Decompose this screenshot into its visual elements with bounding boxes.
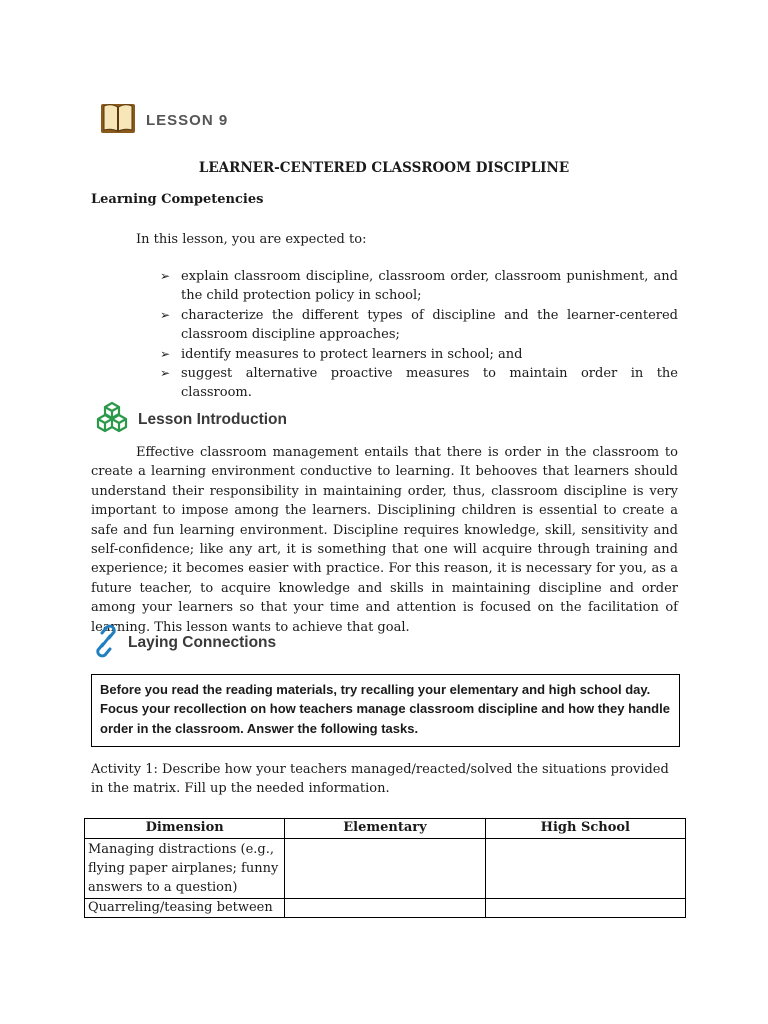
lesson-introduction-heading: Lesson Introduction [138, 411, 287, 428]
list-item: ➢ explain classroom discipline, classroom order, classroom punishment, and the child protection policy in school; [160, 269, 678, 304]
lesson-introduction-header [94, 400, 287, 440]
laying-connections-header [92, 624, 276, 662]
laying-connections-heading: Laying Connections [128, 634, 277, 651]
column-header: Elementary [285, 819, 485, 839]
instruction-box: Before you read the reading materials, try recalling your elementary and high school day. Focus your recollection on how teachers manage classroom discipline and how they handle order in the classroom. Answer the following tasks. [91, 674, 680, 747]
lesson-number: LESSON 9 [146, 111, 229, 129]
lesson-header [100, 102, 228, 138]
competencies-heading: Learning Competencies [91, 192, 264, 207]
column-header: Dimension [85, 819, 285, 839]
list-item: ➢ characterize the different types of discipline and the learner-centered classroom discipline approaches; [160, 307, 678, 343]
introduction-paragraph: Effective classroom management entails that there is order in the classroom to create a learning environment conductive to learning. It behooves that learners should understand their responsibility in maintaining order, thus, classroom discipline is very important to impose among the learners. Disciplining children is essential to create a safe and fun learning environment. Discipline requires knowledge, skill, sensitivity and self-confidence; like any art, it is something that one will acquire through training and experience; it becomes easier with practice. For this reason, it is necessary for you, as a future teacher, to acquire knowledge and skills in maintaining discipline and order among your learners so that your time and attention is focused on the facilitation of learning. This lesson wants to achieve that goal. [91, 445, 678, 635]
table-cell: Quarreling/teasing between [85, 899, 285, 918]
chain-link-icon [92, 624, 120, 662]
list-item: ➢ suggest alternative proactive measures to maintain order in the classroom. [160, 366, 678, 401]
boxes-icon [94, 400, 130, 440]
arrow-bullet-icon: ➢ [160, 366, 171, 381]
list-item: ➢ identify measures to protect learners in school; and [160, 345, 678, 364]
table-cell-input[interactable] [285, 899, 485, 918]
table-cell-input[interactable] [485, 839, 685, 899]
table-cell-input[interactable] [285, 839, 485, 899]
arrow-bullet-icon: ➢ [160, 346, 171, 361]
competencies-list [160, 267, 678, 403]
dimension-table [84, 818, 686, 918]
activity-instruction: Activity 1: Describe how your teachers managed/reacted/solved the situations provided in the matrix. Fill up the needed information. [91, 762, 669, 797]
arrow-bullet-icon: ➢ [160, 307, 171, 322]
table-cell: Managing distractions (e.g., flying paper airplanes; funny answers to a question) [85, 839, 285, 899]
arrow-bullet-icon: ➢ [160, 269, 171, 283]
lesson-title: LEARNER-CENTERED CLASSROOM DISCIPLINE [198, 160, 570, 176]
table-cell-input[interactable] [485, 899, 685, 918]
competencies-intro: In this lesson, you are expected to: [136, 232, 367, 247]
table-row [85, 839, 686, 899]
column-header: High School [485, 819, 685, 839]
open-book-icon [100, 101, 136, 139]
table-header-row [85, 819, 686, 839]
table-row [85, 899, 686, 918]
